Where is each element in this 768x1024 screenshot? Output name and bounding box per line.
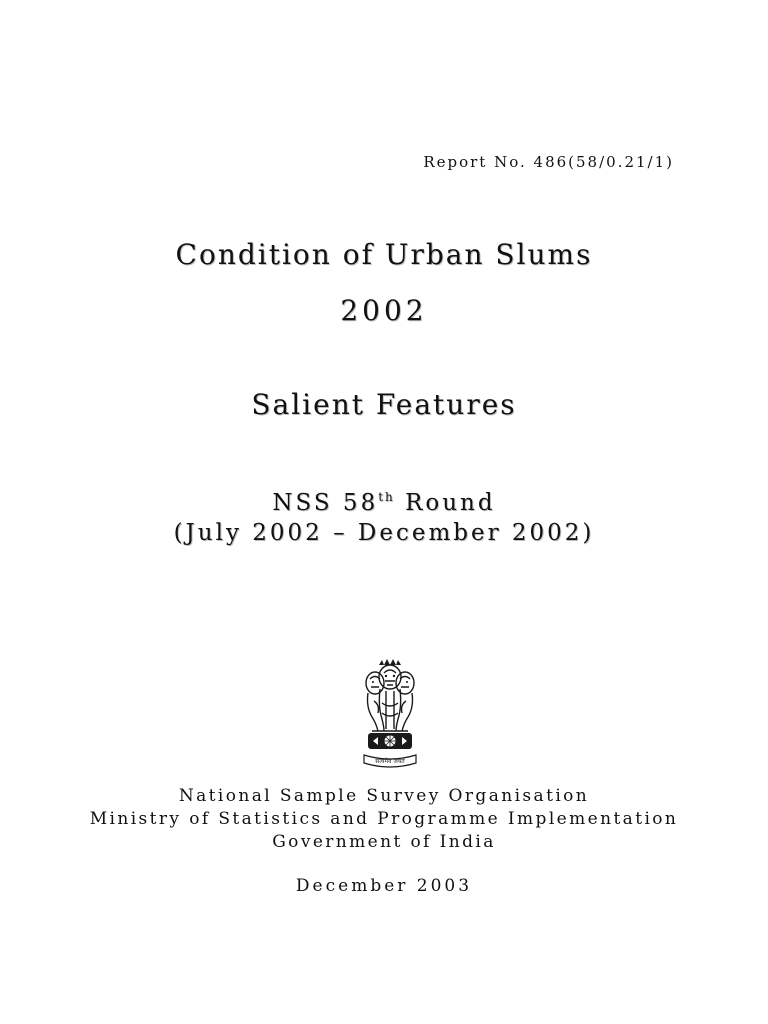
survey-round-suffix: Round — [394, 490, 496, 516]
document-title: Condition of Urban Slums — [175, 238, 593, 271]
national-emblem-icon — [356, 657, 424, 769]
document-year: 2002 — [340, 294, 428, 327]
organisation-name: National Sample Survey Organisation — [178, 786, 590, 806]
survey-round — [0, 490, 768, 516]
ministry-name: Ministry of Statistics and Programme Implementation — [89, 809, 679, 829]
survey-round-superscript: th — [378, 490, 395, 504]
document-subtitle: Salient Features — [251, 388, 517, 421]
survey-round-prefix: NSS 58 — [272, 490, 379, 516]
government-name: Government of India — [272, 832, 496, 852]
report-number: Report No. 486(58/0.21/1) — [423, 153, 674, 171]
publication-date: December 2003 — [295, 876, 473, 896]
emblem-motto: सत्यमेव जयते — [375, 758, 405, 765]
survey-period: (July 2002 – December 2002) — [173, 520, 595, 546]
